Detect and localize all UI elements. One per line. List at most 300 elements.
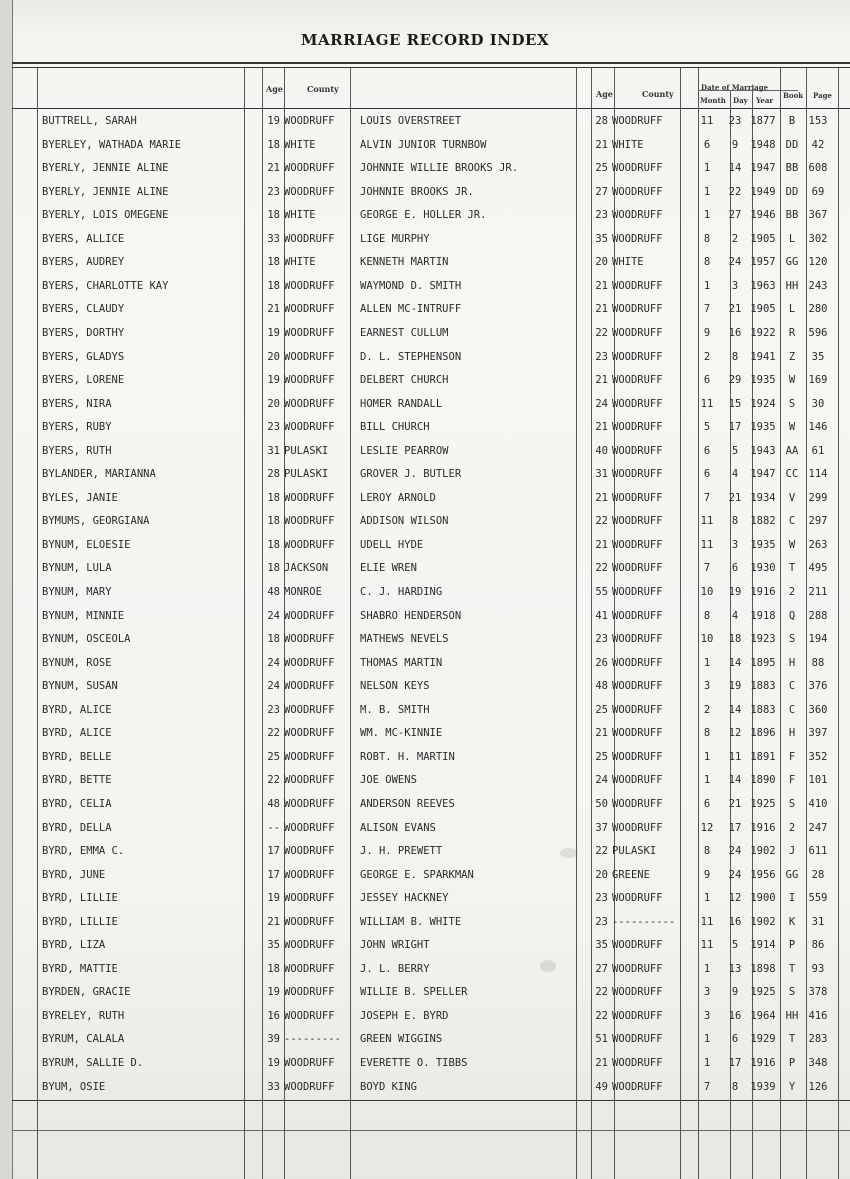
page-number: 559 [808,892,828,905]
bride-name: BYNUM, SUSAN [42,680,118,693]
bride-name: BYERS, NIRA [42,397,112,410]
groom-county: WOODRUFF [612,491,663,504]
book-number: I [788,892,796,905]
marriage-month: 1 [703,1057,711,1069]
page-number: 101 [808,774,828,787]
groom-age: 21 [595,727,608,740]
book-number: Q [788,609,796,622]
bride-age: 19 [267,892,280,905]
groom-name: LESLIE PEARROW [360,444,449,457]
table-row [0,539,850,561]
groom-county: WOODRUFF [612,703,663,716]
marriage-day: 12 [728,892,742,905]
table-row [0,633,850,655]
book-number: T [788,1033,796,1046]
table-row [0,327,850,349]
marriage-month: 3 [703,1009,711,1022]
groom-age: 21 [595,138,608,151]
groom-county: WOODRUFF [612,633,663,646]
header-date-of-marriage: Date of Marriage [701,83,769,92]
groom-county: WOODRUFF [612,209,663,222]
bride-county: WOODRUFF [284,185,335,198]
bride-county: --------- [284,1033,341,1046]
groom-county: WOODRUFF [612,326,663,339]
page-number: 280 [808,303,828,316]
marriage-month: 7 [703,491,711,504]
book-number: V [788,491,796,504]
marriage-month: 7 [703,1080,711,1093]
bride-age: 19 [267,326,280,339]
table-row [0,774,850,796]
bride-name: BYRUM, SALLIE D. [42,1057,144,1069]
bride-name: BYNUM, ELOESIE [42,538,131,551]
page-number: 28 [811,868,825,881]
groom-age: 24 [595,397,608,410]
groom-name: D. L. STEPHENSON [360,350,462,363]
marriage-day: 8 [731,515,739,528]
marriage-month: 1 [703,209,711,222]
book-number: S [788,397,796,410]
bride-county: WOODRUFF [284,303,335,316]
bride-age: 16 [267,1009,280,1022]
page-number: 61 [811,444,825,457]
groom-age: 55 [595,586,608,598]
bride-name: BYMUMS, GEORGIANA [42,515,150,528]
page-number: 410 [808,797,828,810]
bride-age: 48 [267,797,280,810]
bride-age: 25 [267,750,280,763]
marriage-month: 11 [700,515,714,528]
groom-county: WOODRUFF [612,350,663,363]
table-row [0,209,850,231]
header-county-bride: County [307,84,339,94]
bride-name: BYRD, BELLE [42,750,112,763]
bride-county: WOODRUFF [284,350,335,363]
bride-county: WOODRUFF [284,892,335,905]
scan-smudge [540,960,556,972]
book-number: C [788,680,796,693]
bride-age: 20 [267,397,280,410]
book-number: DD [785,138,799,151]
groom-age: 23 [595,915,608,928]
marriage-month: 2 [703,703,711,716]
groom-age: 21 [595,1057,608,1069]
groom-age: 22 [595,986,608,999]
groom-age: 22 [595,1009,608,1022]
marriage-day: 5 [731,444,739,457]
bride-age: 21 [267,915,280,928]
bride-age: 39 [267,1033,280,1046]
bride-name: BYERS, RUBY [42,421,112,434]
page-number: 367 [808,209,828,222]
marriage-month: 1 [703,774,711,787]
bride-county: WOODRUFF [284,609,335,622]
table-row [0,468,850,490]
marriage-day: 2 [731,232,739,245]
marriage-year: 1895 [750,656,776,669]
page-number: 299 [808,491,828,504]
book-number: HH [785,1009,799,1022]
marriage-day: 17 [728,821,742,834]
groom-county: WOODRUFF [612,774,663,787]
groom-name: ANDERSON REEVES [360,797,455,810]
table-row [0,1057,850,1079]
marriage-month: 1 [703,750,711,763]
table-row [0,610,850,632]
page-number: 88 [811,656,825,669]
groom-county: WOODRUFF [612,962,663,975]
marriage-day: 4 [731,609,739,622]
marriage-day: 19 [728,680,742,693]
table-row [0,115,850,137]
groom-county: WOODRUFF [612,986,663,999]
groom-name: ADDISON WILSON [360,515,449,528]
marriage-year: 1883 [750,680,776,693]
table-row [0,233,850,255]
page-number: 114 [808,468,828,481]
marriage-year: 1935 [750,421,776,434]
bride-county: WOODRUFF [284,845,335,858]
marriage-year: 1935 [750,374,776,387]
page-number: 302 [808,232,828,245]
bride-name: BYLES, JANIE [42,491,118,504]
groom-name: JOHN WRIGHT [360,939,430,952]
groom-county: WOODRUFF [612,374,663,387]
marriage-year: 1925 [750,986,776,999]
groom-county: WOODRUFF [612,232,663,245]
groom-county: WOODRUFF [612,939,663,952]
groom-name: GREEN WIGGINS [360,1033,443,1046]
groom-county: WOODRUFF [612,821,663,834]
marriage-year: 1934 [750,491,776,504]
bride-name: BYRD, DELLA [42,821,112,834]
marriage-year: 1925 [750,797,776,810]
marriage-month: 8 [703,727,711,740]
book-number: S [788,986,796,999]
bride-county: WOODRUFF [284,1009,335,1022]
bride-name: BYRELEY, RUTH [42,1009,125,1022]
groom-county: WOODRUFF [612,1057,663,1069]
bride-county: WOODRUFF [284,491,335,504]
page-number: 611 [808,845,828,858]
marriage-month: 3 [703,986,711,999]
marriage-day: 8 [731,350,739,363]
bride-county: WOODRUFF [284,821,335,834]
bride-age: 18 [267,279,280,292]
marriage-day: 11 [728,750,742,763]
page-number: 146 [808,421,828,434]
page-number: 93 [811,962,825,975]
table-row [0,256,850,278]
book-number: H [788,727,796,740]
bride-age: 48 [267,586,280,598]
book-number: 2 [788,821,796,834]
groom-name: J. L. BERRY [360,962,430,975]
page-number: 247 [808,821,828,834]
table-row [0,586,850,608]
marriage-day: 14 [728,703,742,716]
bride-age: 18 [267,138,280,151]
groom-county: WOODRUFF [612,515,663,528]
groom-age: 22 [595,515,608,528]
marriage-year: 1924 [750,397,776,410]
bride-county: WOODRUFF [284,939,335,952]
bride-age: 31 [267,444,280,457]
marriage-year: 1905 [750,303,776,316]
table-row [0,374,850,396]
bride-name: BYRD, MATTIE [42,962,118,975]
header-day: Day [733,96,748,105]
groom-name: GEORGE E. SPARKMAN [360,868,474,881]
bride-county: WOODRUFF [284,986,335,999]
book-number: L [788,303,796,316]
page-number: 608 [808,162,828,175]
bride-name: BYERS, ALLICE [42,232,125,245]
bride-name: BYRD, LILLIE [42,915,118,928]
groom-age: 22 [595,326,608,339]
book-number: P [788,939,796,952]
groom-county: WOODRUFF [612,892,663,905]
marriage-day: 16 [728,326,742,339]
bride-county: WOODRUFF [284,868,335,881]
marriage-year: 1902 [750,845,776,858]
groom-name: C. J. HARDING [360,586,443,598]
bride-age: 19 [267,115,280,127]
bride-county: PULASKI [284,444,329,457]
marriage-year: 1914 [750,939,776,952]
bride-age: 18 [267,633,280,646]
bride-age: 22 [267,774,280,787]
table-row [0,445,850,467]
bride-name: BYRD, EMMA C. [42,845,125,858]
bride-age: 17 [267,845,280,858]
groom-age: 25 [595,162,608,175]
page-number: 30 [811,397,825,410]
marriage-month: 5 [703,421,711,434]
groom-age: 23 [595,633,608,646]
bride-name: BYERLY, LOIS OMEGENE [42,209,169,222]
marriage-year: 1905 [750,232,776,245]
page-title: MARRIAGE RECORD INDEX [300,31,550,49]
bride-age: 18 [267,562,280,575]
book-number: P [788,1057,796,1069]
groom-county: WOODRUFF [612,162,663,175]
page-number: 86 [811,939,825,952]
bride-name: BYLANDER, MARIANNA [42,468,156,481]
groom-age: 22 [595,845,608,858]
marriage-year: 1883 [750,703,776,716]
marriage-year: 1898 [750,962,776,975]
marriage-day: 15 [728,397,742,410]
marriage-month: 9 [703,326,711,339]
groom-age: 22 [595,562,608,575]
header-county-groom: County [642,89,674,99]
header-top-rule-thin [12,67,850,68]
table-row [0,751,850,773]
groom-name: WM. MC-KINNIE [360,727,443,740]
groom-name: HOMER RANDALL [360,397,443,410]
bride-name: BYNUM, OSCEOLA [42,633,131,646]
bride-name: BYERS, GLADYS [42,350,125,363]
page-number: 416 [808,1009,828,1022]
marriage-year: 1882 [750,515,776,528]
groom-name: GEORGE E. HOLLER JR. [360,209,487,222]
table-row [0,845,850,867]
groom-county: WOODRUFF [612,586,663,598]
marriage-day: 9 [731,138,739,151]
groom-age: 25 [595,750,608,763]
bride-age: 19 [267,986,280,999]
book-number: F [788,774,796,787]
groom-age: 41 [595,609,608,622]
marriage-year: 1947 [750,468,776,481]
groom-name: M. B. SMITH [360,703,430,716]
marriage-month: 8 [703,609,711,622]
table-row [0,492,850,514]
marriage-day: 3 [731,538,739,551]
groom-name: DELBERT CHURCH [360,374,449,387]
book-number: BB [785,162,799,175]
groom-county: WOODRUFF [612,609,663,622]
table-row [0,727,850,749]
groom-name: EARNEST CULLUM [360,326,449,339]
marriage-day: 24 [728,256,742,269]
marriage-month: 2 [703,350,711,363]
groom-county: WOODRUFF [612,1080,663,1093]
marriage-day: 27 [728,209,742,222]
book-number: F [788,750,796,763]
groom-age: 37 [595,821,608,834]
table-row [0,704,850,726]
groom-name: GROVER J. BUTLER [360,468,462,481]
book-number: HH [785,279,799,292]
bride-age: 18 [267,515,280,528]
groom-county: PULASKI [612,845,657,858]
page-number: 120 [808,256,828,269]
marriage-month: 8 [703,256,711,269]
marriage-day: 23 [728,115,742,127]
marriage-day: 12 [728,727,742,740]
bride-county: MONROE [284,586,322,598]
bride-county: WOODRUFF [284,374,335,387]
groom-county: WOODRUFF [612,1033,663,1046]
groom-age: 21 [595,538,608,551]
groom-county: WOODRUFF [612,444,663,457]
bride-county: WHITE [284,209,316,222]
bride-name: BYRD, LIZA [42,939,106,952]
bride-name: BYRD, JUNE [42,868,106,881]
bride-county: WOODRUFF [284,538,335,551]
marriage-month: 7 [703,562,711,575]
marriage-year: 1918 [750,609,776,622]
book-number: Z [788,350,796,363]
bride-county: WOODRUFF [284,680,335,693]
groom-county: WOODRUFF [612,656,663,669]
marriage-month: 1 [703,892,711,905]
groom-name: ALISON EVANS [360,821,436,834]
marriage-month: 6 [703,374,711,387]
groom-age: 31 [595,468,608,481]
marriage-day: 8 [731,1080,739,1093]
page-number: 283 [808,1033,828,1046]
header-age-bride: Age [266,84,283,94]
marriage-year: 1963 [750,279,776,292]
groom-name: JESSEY HACKNEY [360,892,449,905]
marriage-month: 10 [700,633,714,646]
groom-county: WOODRUFF [612,750,663,763]
marriage-year: 1877 [750,115,776,127]
groom-age: 23 [595,892,608,905]
book-number: S [788,633,796,646]
groom-age: 21 [595,421,608,434]
groom-name: MATHEWS NEVELS [360,633,449,646]
book-number: K [788,915,796,928]
page-number: 42 [811,138,825,151]
bride-county: WOODRUFF [284,727,335,740]
marriage-day: 6 [731,562,739,575]
groom-name: JOE OWENS [360,774,417,787]
marriage-month: 9 [703,868,711,881]
marriage-year: 1939 [750,1080,776,1093]
table-row [0,822,850,844]
book-number: W [788,538,796,551]
table-row [0,139,850,161]
bride-county: WOODRUFF [284,703,335,716]
marriage-year: 1943 [750,444,776,457]
marriage-day: 16 [728,1009,742,1022]
bride-name: BYNUM, MINNIE [42,609,125,622]
marriage-month: 11 [700,397,714,410]
page-number: 297 [808,515,828,528]
table-row [0,680,850,702]
marriage-month: 1 [703,1033,711,1046]
marriage-day: 29 [728,374,742,387]
bride-age: 33 [267,1080,280,1093]
groom-name: JOHNNIE BROOKS JR. [360,185,474,198]
groom-age: 51 [595,1033,608,1046]
groom-name: LOUIS OVERSTREET [360,115,462,127]
marriage-year: 1941 [750,350,776,363]
book-number: AA [785,444,799,457]
groom-name: UDELL HYDE [360,538,424,551]
marriage-year: 1949 [750,185,776,198]
groom-age: 50 [595,797,608,810]
groom-age: 25 [595,703,608,716]
groom-name: KENNETH MARTIN [360,256,449,269]
marriage-month: 1 [703,962,711,975]
bride-name: BYRD, ALICE [42,727,112,740]
bride-name: BYERS, CHARLOTTE KAY [42,279,169,292]
bride-age: 18 [267,209,280,222]
book-number: J [788,845,796,858]
marriage-month: 11 [700,939,714,952]
page-number: 288 [808,609,828,622]
page-number: 352 [808,750,828,763]
table-row [0,303,850,325]
bride-name: BYERS, DORTHY [42,326,125,339]
marriage-year: 1930 [750,562,776,575]
bride-age: 33 [267,232,280,245]
table-row [0,186,850,208]
marriage-month: 11 [700,915,714,928]
book-number: GG [785,868,799,881]
table-row [0,398,850,420]
header-top-rule [12,62,850,64]
page-number: 169 [808,374,828,387]
table-row [0,939,850,961]
bride-age: 23 [267,421,280,434]
book-number: B [788,115,796,127]
